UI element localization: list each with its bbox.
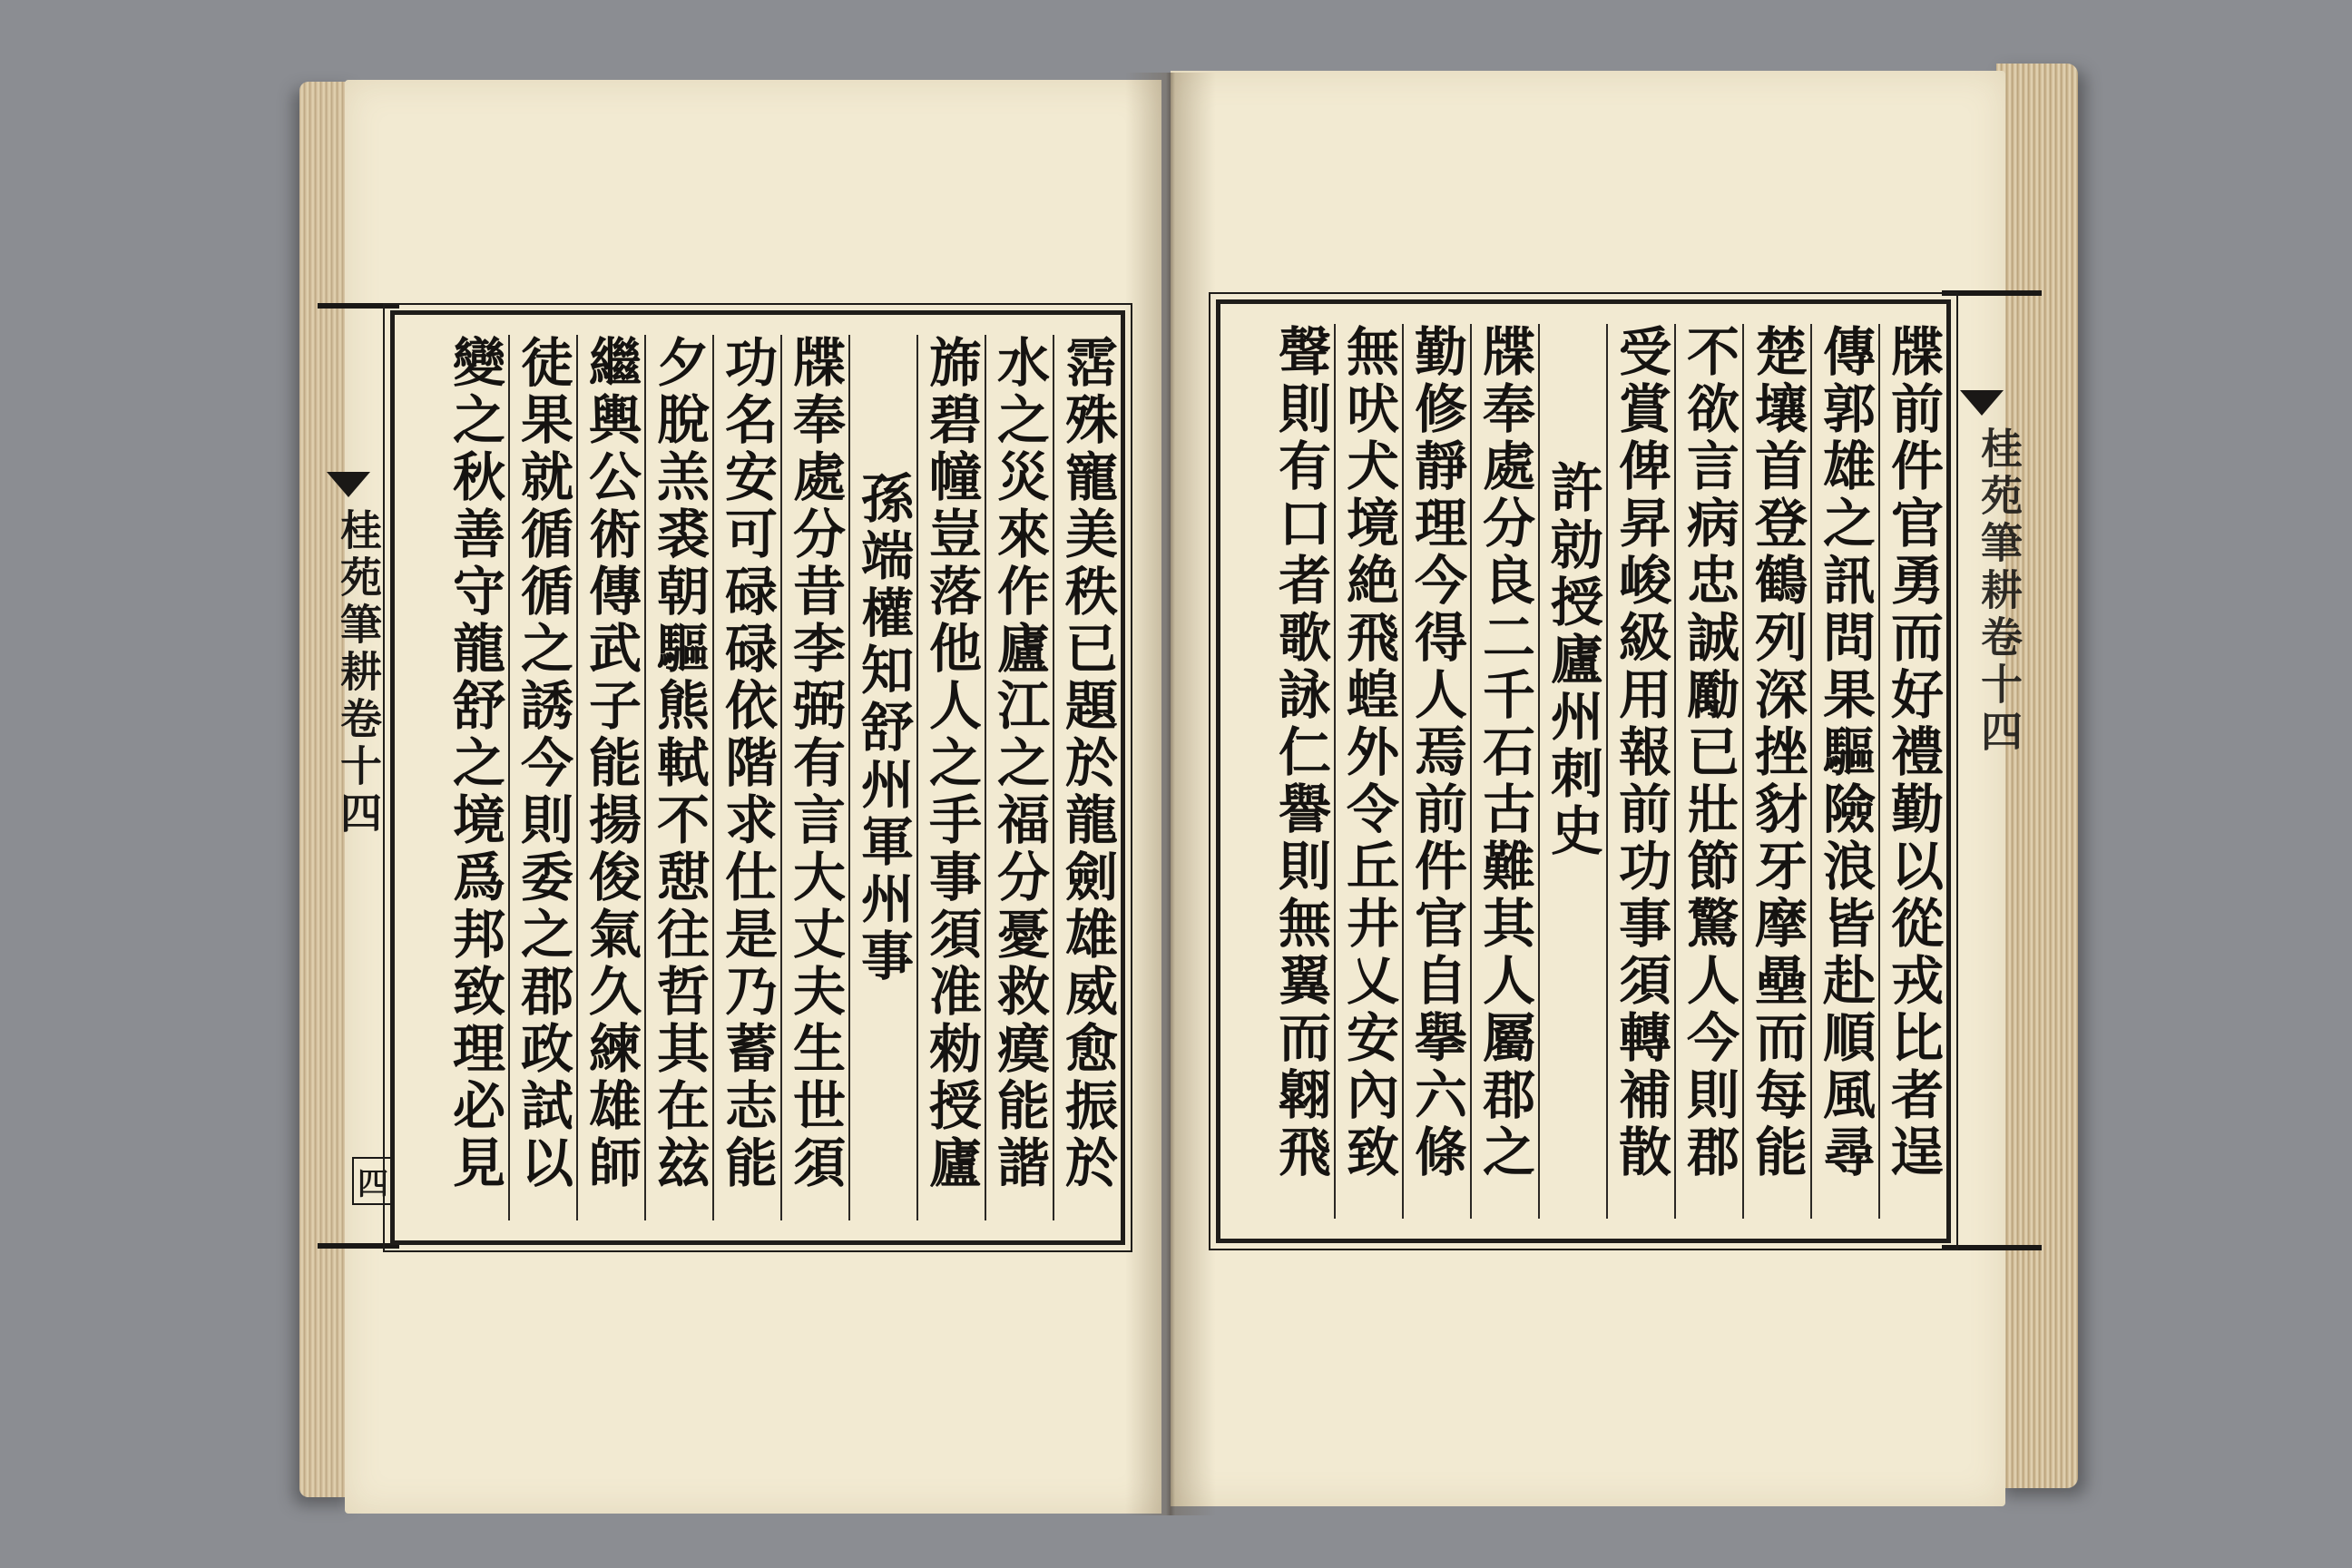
text-column: 功名安可碌碌依階求仕是乃蓄志能 (712, 335, 780, 1220)
right-margin-rule-bottom (1942, 1245, 2042, 1250)
text-column: 無吠犬境絶飛蝗外令丘井乂安內致 (1334, 324, 1402, 1219)
text-column: 變之秋善守龍舒之境爲邦致理必見 (444, 335, 505, 1192)
right-fishtail-mark (1960, 390, 2004, 416)
text-column: 勤修靜理今得人焉前件官自擧六條 (1402, 324, 1470, 1219)
left-text-columns (395, 335, 1121, 1220)
right-margin-rule-top (1942, 290, 2042, 296)
text-column: 不欲言病忠誠勵已壯節驚人今則郡 (1674, 324, 1742, 1219)
right-text-columns (1220, 324, 1946, 1219)
text-column: 旆碧幢豈落他人之手事須准勑授廬 (916, 335, 985, 1220)
text-column: 霑殊寵美秩已題於龍劍雄威愈振於 (1053, 335, 1121, 1220)
text-column: 受賞俾昇峻級用報前功事須轉補散 (1606, 324, 1674, 1219)
left-margin-rule-top (318, 303, 399, 309)
text-column: 徒果就循循之誘今則委之郡政試以 (508, 335, 576, 1220)
text-column: 聲則有口者歌詠仁譽則無翼而翺飛 (1269, 324, 1331, 1181)
left-margin-rule-bottom (318, 1243, 399, 1249)
text-column: 水之災來作廬江之福分憂救瘼能諧 (985, 335, 1053, 1220)
text-column: 牒奉處分良二千石古難其人屬郡之 (1470, 324, 1538, 1219)
heading-column: 孫端權知舒州軍州事 (848, 335, 916, 1220)
text-column: 楚壤首登鶴列深挫豺牙摩壘而每能 (1742, 324, 1810, 1219)
right-page-stack (1996, 64, 2078, 1488)
text-column: 牒前件官勇而好禮勤以從戎比者逞 (1878, 324, 1946, 1219)
left-page-number: 四 (352, 1157, 394, 1205)
left-fishtail-mark (327, 472, 370, 497)
right-margin-title: 桂苑筆耕卷十四 (1975, 426, 2024, 757)
text-column: 繼輿公術傳武子能揚俊氣久練雄師 (576, 335, 644, 1220)
right-text-frame (1216, 299, 1951, 1243)
text-column: 夕脫羔裘朝驅熊軾不憇往哲其在玆 (644, 335, 712, 1220)
left-margin-title: 桂苑筆耕卷十四 (334, 508, 383, 838)
heading-column: 許勍授廬州刺史 (1538, 324, 1606, 1219)
text-column: 傳郭雄之訊問果驅險浪皆赴順風尋 (1810, 324, 1878, 1219)
text-column: 牒奉處分昔李弼有言大丈夫生世須 (780, 335, 848, 1220)
left-text-frame (390, 310, 1125, 1245)
